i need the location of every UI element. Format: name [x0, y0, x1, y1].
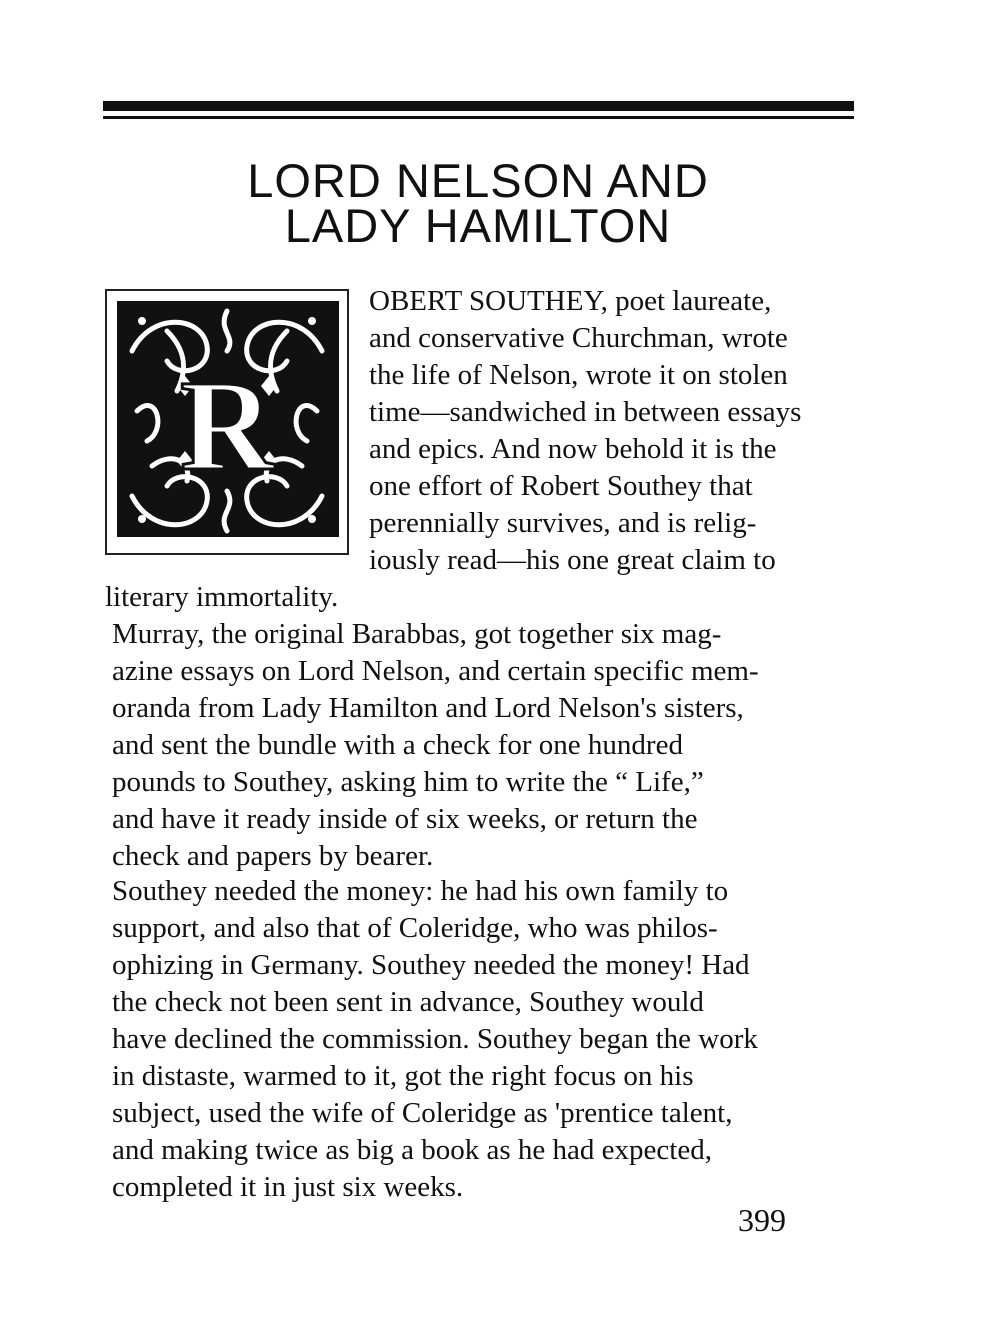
text-line: and conservative Churchman, wrote — [369, 322, 788, 354]
text-line: Murray, the original Barabbas, got together six mag- — [112, 618, 722, 650]
text-line: iously read—his one great claim to — [369, 544, 776, 576]
text-line: ophizing in Germany. Southey needed the money! Had — [112, 949, 750, 981]
chapter-title-line-2: LADY HAMILTON — [284, 199, 672, 252]
text-line: check and papers by bearer. — [112, 840, 434, 872]
decorative-initial-r — [105, 289, 349, 555]
text-line: the life of Nelson, wrote it on stolen — [369, 359, 788, 391]
text-line: time—sandwiched in between essays — [369, 396, 802, 428]
text-line: and epics. And now behold it is the — [369, 433, 777, 465]
text-line: pounds to Southey, asking him to write the “ Life,” — [112, 766, 704, 798]
chapter-title-line-1: LORD NELSON AND — [247, 154, 709, 207]
text-line: in distaste, warmed to it, got the right focus on his — [112, 1060, 694, 1092]
page-number: 399 — [738, 1202, 786, 1238]
text-line: oranda from Lady Hamilton and Lord Nelson's sisters, — [112, 692, 744, 724]
ornate-initial-icon — [107, 291, 347, 553]
text-line: and sent the bundle with a check for one hundred — [112, 729, 683, 761]
top-rule-thick — [103, 101, 854, 111]
text-line: and have it ready inside of six weeks, or return the — [112, 803, 698, 835]
text-line: perennially survives, and is relig- — [369, 507, 757, 539]
text-line: completed it in just six weeks. — [112, 1171, 464, 1203]
chapter-title — [0, 154, 956, 252]
text-line: the check not been sent in advance, Southey would — [112, 986, 704, 1018]
text-line: one effort of Robert Southey that — [369, 470, 753, 502]
text-line: literary immortality. — [105, 581, 339, 613]
top-rule-thin — [103, 116, 854, 119]
text-line: OBERT SOUTHEY, poet laureate, — [369, 285, 772, 317]
text-line: support, and also that of Coleridge, who was philos- — [112, 912, 718, 944]
text-line: subject, used the wife of Coleridge as 'prentice talent, — [112, 1097, 733, 1129]
drop-cap-letter: R — [180, 354, 274, 498]
text-line: and making twice as big a book as he had expected, — [112, 1134, 712, 1166]
text-line: azine essays on Lord Nelson, and certain specific mem- — [112, 655, 759, 687]
text-line: have declined the commission. Southey began the work — [112, 1023, 758, 1055]
text-line: Southey needed the money: he had his own family to — [112, 875, 729, 907]
